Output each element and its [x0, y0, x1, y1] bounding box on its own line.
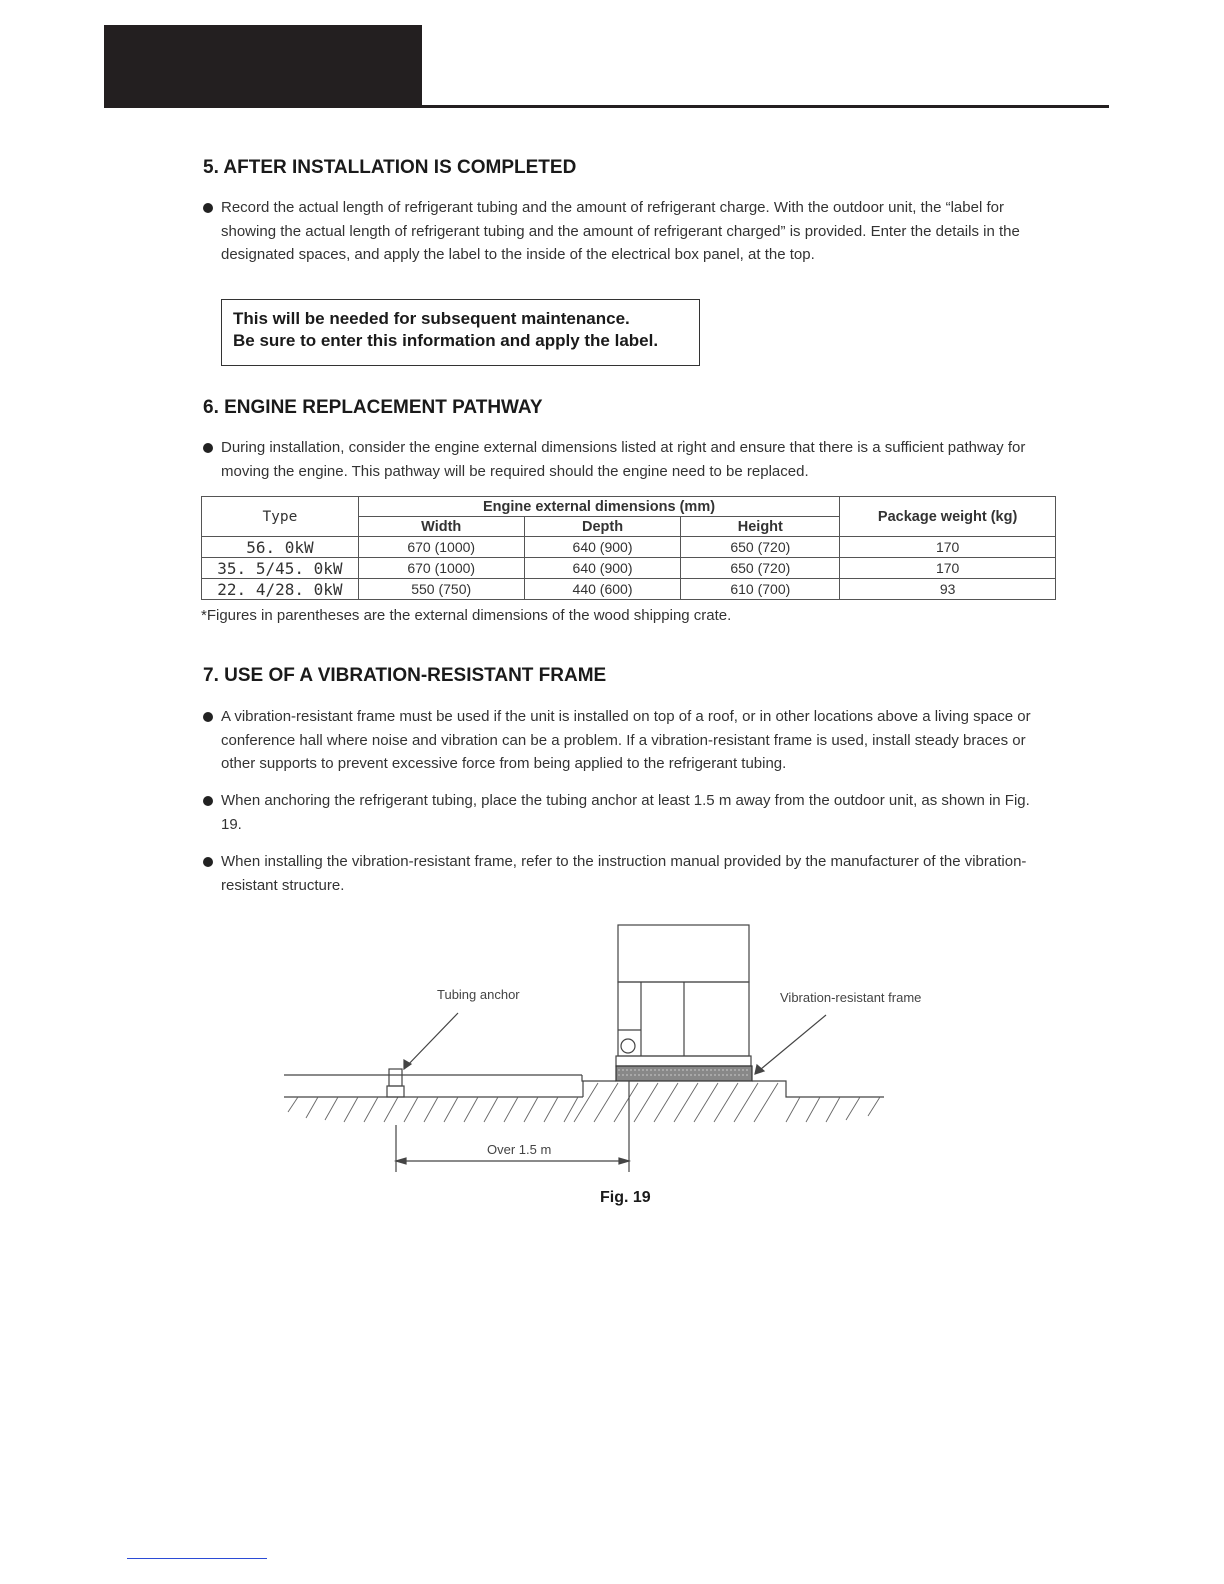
- frame-leader: [755, 1015, 826, 1074]
- weight-cell: 170: [840, 537, 1056, 558]
- height-cell: 610 (700): [681, 579, 840, 600]
- outdoor-unit: [616, 925, 751, 1066]
- figure-caption: Fig. 19: [600, 1189, 651, 1206]
- type-header: Type: [202, 497, 359, 537]
- dimensions-group-header: Engine external dimensions (mm): [358, 497, 839, 517]
- height-header: Height: [681, 517, 840, 537]
- weight-cell: 170: [840, 558, 1056, 579]
- vibration-resistant-frame: [616, 1066, 752, 1081]
- width-cell: 670 (1000): [358, 558, 524, 579]
- section-6-heading: 6. ENGINE REPLACEMENT PATHWAY: [203, 397, 543, 418]
- width-header: Width: [358, 517, 524, 537]
- section-5-bullet-text: Record the actual length of refrigerant tubing and the amount of refrigerant charge. With the outdoor unit, the “label for showing the actual length of refrigerant tubing and the amount of refrigerant charged” is provided. Enter the details in the designated spaces, and apply the label to the inside of the electrical box panel, at the top.: [221, 199, 1020, 263]
- tubing-anchor-label: Tubing anchor: [437, 987, 520, 1002]
- ground-hatch: [288, 1083, 880, 1122]
- depth-cell: 640 (900): [524, 537, 681, 558]
- section-6-bullet-text: During installation, consider the engine external dimensions listed at right and ensure that there is a sufficient pathway for moving the engine. This pathway will be required should the engine need to be replaced.: [221, 439, 1026, 480]
- depth-cell: 440 (600): [524, 579, 681, 600]
- section-7-heading: 7. USE OF A VIBRATION-RESISTANT FRAME: [203, 665, 607, 686]
- section-7-bullet-3-text: When installing the vibration-resistant frame, refer to the instruction manual provided by the manufacturer of the vibration-resistant structure.: [221, 853, 1027, 894]
- table-footnote: *Figures in parentheses are the external dimensions of the wood shipping crate.: [201, 607, 732, 624]
- frame-arrowhead: [755, 1065, 764, 1074]
- notice-line-1: This will be needed for subsequent maintenance.: [233, 309, 630, 328]
- bottom-rule: [127, 1558, 267, 1559]
- width-cell: 550 (750): [358, 579, 524, 600]
- section-7-bullet-2-text: When anchoring the refrigerant tubing, place the tubing anchor at least 1.5 m away from the outdoor unit, as shown in Fig. 19.: [221, 792, 1030, 833]
- type-cell: 56. 0kW: [202, 537, 359, 558]
- section-7-bullet-1-text: A vibration-resistant frame must be used if the unit is installed on top of a roof, or in other locations above a living space or conference hall where noise and vibration can be a problem. If a vibration-resistant frame is used, install steady braces or other supports to prevent excessive force from being applied to the refrigerant tubing.: [221, 708, 1031, 772]
- section-5-heading: 5. AFTER INSTALLATION IS COMPLETED: [203, 157, 577, 178]
- type-cell: 35. 5/45. 0kW: [202, 558, 359, 579]
- frame-label: Vibration-resistant frame: [780, 990, 922, 1005]
- type-cell: 22. 4/28. 0kW: [202, 579, 359, 600]
- tubing-anchor-leader: [404, 1013, 458, 1069]
- weight-header: Package weight (kg): [840, 497, 1056, 537]
- weight-cell: 93: [840, 579, 1056, 600]
- tubing-anchor: [387, 1069, 404, 1097]
- height-cell: 650 (720): [681, 558, 840, 579]
- notice-line-2: Be sure to enter this information and apply the label.: [233, 331, 659, 350]
- distance-label: Over 1.5 m: [487, 1142, 552, 1157]
- tubing-anchor-arrowhead: [404, 1060, 411, 1069]
- distance-dimension: [396, 1081, 629, 1172]
- depth-cell: 640 (900): [524, 558, 681, 579]
- height-cell: 650 (720): [681, 537, 840, 558]
- depth-header: Depth: [524, 517, 681, 537]
- width-cell: 670 (1000): [358, 537, 524, 558]
- roof-surface: [284, 1075, 884, 1097]
